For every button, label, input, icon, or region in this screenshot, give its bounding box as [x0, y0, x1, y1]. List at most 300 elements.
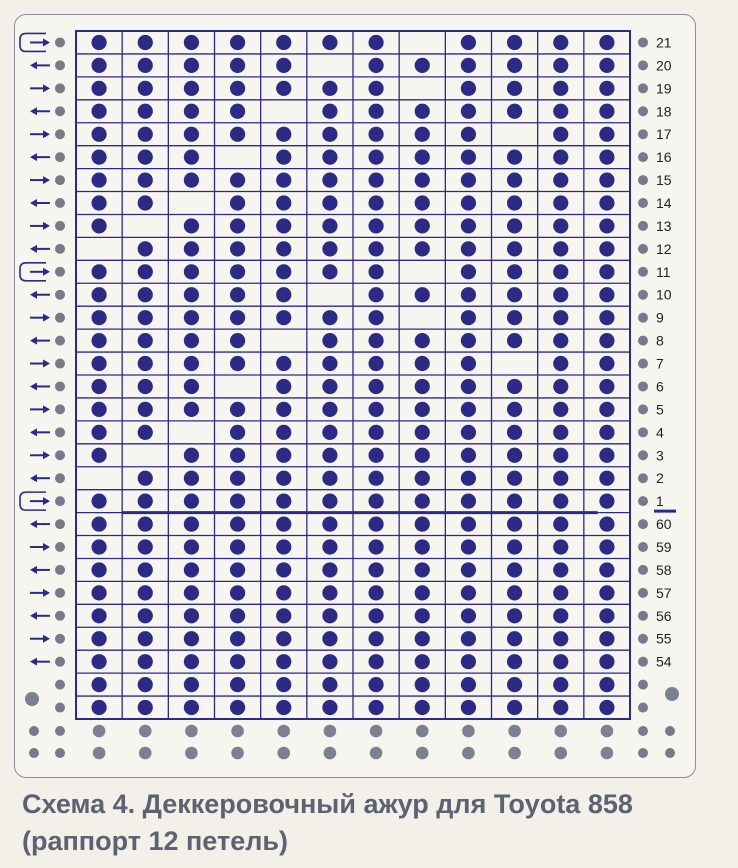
stitch-dot [91, 516, 106, 531]
stitch-dot [322, 448, 337, 463]
stitch-dot [91, 218, 106, 233]
stitch-dot [138, 35, 153, 50]
stitch-dot [553, 356, 568, 371]
arrow-right-icon [43, 222, 50, 230]
stitch-dot [461, 287, 476, 302]
stitch-dot [184, 379, 199, 394]
arrow-right-icon [43, 38, 50, 46]
stitch-dot [276, 241, 291, 256]
left-needle-dot [55, 106, 65, 116]
stitch-dot [461, 150, 476, 165]
stitch-dot [368, 104, 383, 119]
stitch-dot [553, 150, 568, 165]
stitch-dot [276, 562, 291, 577]
stitch-dot [91, 494, 106, 509]
row-number-label: 18 [656, 103, 672, 120]
stitch-dot [91, 195, 106, 210]
stitch-dot [461, 218, 476, 233]
stitch-dot [553, 379, 568, 394]
stitch-dot [322, 608, 337, 623]
stitch-dot [322, 241, 337, 256]
stitch-dot [507, 241, 522, 256]
stitch-dot [368, 195, 383, 210]
stitch-dot [230, 241, 245, 256]
stitch-dot [322, 677, 337, 692]
stitch-dot [91, 379, 106, 394]
needle-bed-dot [139, 747, 152, 760]
right-needle-dot [638, 198, 648, 208]
left-needle-dot [55, 60, 65, 70]
stitch-dot [276, 127, 291, 142]
right-needle-dot [638, 588, 648, 598]
grid-layer [76, 31, 630, 719]
stitch-dot [368, 35, 383, 50]
stitch-dot [184, 494, 199, 509]
stitch-dot [184, 81, 199, 96]
stitch-dot [415, 654, 430, 669]
right-needle-dot [638, 542, 648, 552]
stitch-dot [230, 494, 245, 509]
stitch-dot [599, 333, 614, 348]
stitch-dot [322, 104, 337, 119]
stitch-dot [415, 425, 430, 440]
needle-bed-dot [462, 747, 475, 760]
stitch-dot [507, 608, 522, 623]
stitch-dot [461, 104, 476, 119]
stitch-dot [461, 127, 476, 142]
stitch-dot [553, 195, 568, 210]
stitch-dot [461, 448, 476, 463]
stitch-dot [461, 310, 476, 325]
stitch-dot [138, 677, 153, 692]
stitch-dot [415, 677, 430, 692]
left-needle-dot [55, 129, 65, 139]
corner-dot [25, 692, 39, 706]
right-needle-dot [638, 473, 648, 483]
stitch-dot [138, 494, 153, 509]
stitch-dot [276, 264, 291, 279]
stitch-dot [138, 402, 153, 417]
stitch-dot [184, 448, 199, 463]
row-number-label: 19 [656, 80, 672, 97]
left-needle-dot [55, 588, 65, 598]
stitch-dot [599, 104, 614, 119]
stitch-dot [553, 333, 568, 348]
stitch-dot [368, 608, 383, 623]
needle-bed-dot [139, 725, 152, 738]
stitch-dot [322, 195, 337, 210]
stitch-dot [553, 677, 568, 692]
stitch-dot [553, 241, 568, 256]
stitch-dot [138, 58, 153, 73]
row-number-label: 12 [656, 240, 672, 257]
stitch-dot [230, 127, 245, 142]
arrow-right-icon [43, 84, 50, 92]
stitch-dot [322, 333, 337, 348]
stitch-dot [553, 608, 568, 623]
arrow-right-icon [43, 451, 50, 459]
stitch-dot [507, 585, 522, 600]
stitch-dot [553, 516, 568, 531]
stitch-dot [415, 218, 430, 233]
right-needle-dot [638, 611, 648, 621]
stitch-dot [553, 562, 568, 577]
stitch-dot [553, 402, 568, 417]
stitch-dot [91, 631, 106, 646]
stitch-dot [553, 287, 568, 302]
stitch-dot [461, 333, 476, 348]
arrow-right-icon [43, 176, 50, 184]
needle-bed-dot [601, 747, 614, 760]
stitch-dot [184, 172, 199, 187]
row-number-label: 17 [656, 126, 672, 143]
stitch-dot [599, 562, 614, 577]
left-needle-dot [55, 473, 65, 483]
stitch-dot [507, 677, 522, 692]
stitch-dot [368, 425, 383, 440]
right-needle-dot [638, 519, 648, 529]
stitch-dot [599, 677, 614, 692]
stitch-dot [507, 195, 522, 210]
stitch-dot [507, 287, 522, 302]
stitch-dot [553, 448, 568, 463]
row-number-label: 60 [656, 516, 672, 533]
stitch-dot [461, 264, 476, 279]
stitch-dot [91, 127, 106, 142]
stitch-dot [91, 448, 106, 463]
stitch-dot [461, 81, 476, 96]
stitch-dot [276, 585, 291, 600]
stitch-dot [230, 539, 245, 554]
needle-bed-dot [185, 747, 198, 760]
right-needle-dot [638, 129, 648, 139]
row-number-label: 11 [656, 263, 671, 280]
stitch-dot [91, 700, 106, 715]
stitch-dot [184, 631, 199, 646]
stitch-dot [507, 631, 522, 646]
stitch-dot [507, 402, 522, 417]
stitch-dot [461, 379, 476, 394]
corner-dot [665, 687, 679, 701]
stitch-dot [461, 631, 476, 646]
stitch-dot [599, 585, 614, 600]
stitch-dot [230, 264, 245, 279]
stitch-dot [230, 562, 245, 577]
needle-bed-dot [231, 725, 244, 738]
arrow-left-icon [30, 612, 37, 620]
left-needle-dot [55, 336, 65, 346]
arrow-left-icon [30, 566, 37, 574]
needle-bed-dot [324, 725, 337, 738]
stitch-dot [507, 562, 522, 577]
stitch-dot [461, 241, 476, 256]
stitch-dot [461, 356, 476, 371]
stitch-dot [91, 333, 106, 348]
needle-bed-dot [324, 747, 337, 760]
right-needle-dot [638, 244, 648, 254]
stitch-dot [461, 539, 476, 554]
stitch-dot [368, 287, 383, 302]
arrow-right-icon [43, 405, 50, 413]
stitch-dot [276, 494, 291, 509]
stitch-dot [461, 677, 476, 692]
left-needle-dot [55, 198, 65, 208]
stitch-dot [322, 402, 337, 417]
arrow-left-icon [30, 520, 37, 528]
arrow-left-icon [30, 107, 37, 115]
stitch-dot [368, 127, 383, 142]
stitch-dot [368, 654, 383, 669]
stitch-dot [553, 425, 568, 440]
row-number-label: 14 [656, 195, 672, 211]
stitch-dot [553, 539, 568, 554]
stitch-dot [138, 356, 153, 371]
chart-caption: Схема 4. Деккеровочный ажур для Toyota 858 (раппорт 12 петель) [22, 789, 633, 856]
stitch-dot [322, 471, 337, 486]
stitch-dot [230, 677, 245, 692]
needle-bed-dot [638, 748, 648, 758]
needle-bed-dot [277, 747, 290, 760]
stitch-dot [91, 35, 106, 50]
stitch-dot [138, 333, 153, 348]
stitch-dot [91, 81, 106, 96]
stitch-dot [230, 608, 245, 623]
row-number-label: 59 [656, 539, 672, 555]
stitch-dot [276, 356, 291, 371]
left-needle-dot [55, 290, 65, 300]
stitch-dot [230, 700, 245, 715]
needle-bed-dot [185, 725, 198, 738]
stitch-dot [276, 425, 291, 440]
stitch-dot [368, 402, 383, 417]
stitch-dot [184, 471, 199, 486]
stitch-dot [368, 448, 383, 463]
stitch-dot [138, 516, 153, 531]
left-needle-dot [55, 221, 65, 231]
stitch-dot [507, 516, 522, 531]
stitch-dot [461, 700, 476, 715]
stitch-dot [599, 356, 614, 371]
stitch-dot [276, 195, 291, 210]
left-needle-dot [55, 680, 65, 690]
stitch-dot [91, 310, 106, 325]
arrow-right-icon [43, 589, 50, 597]
stitch-dot [276, 58, 291, 73]
stitch-dot [368, 631, 383, 646]
stitch-dot [138, 287, 153, 302]
stitch-dot [461, 471, 476, 486]
stitch-dot [553, 218, 568, 233]
stitch-dot [322, 356, 337, 371]
right-needle-dot [638, 450, 648, 460]
stitch-dot [553, 81, 568, 96]
stitch-dot [599, 631, 614, 646]
needle-bed-dot [416, 747, 429, 760]
stitch-dot [553, 127, 568, 142]
stitch-dot [553, 700, 568, 715]
arrow-left-icon [30, 245, 37, 253]
stitch-dot [322, 516, 337, 531]
stitch-dot [322, 264, 337, 279]
stitch-dot [91, 425, 106, 440]
stitch-dot [461, 58, 476, 73]
stitch-dot [138, 264, 153, 279]
stitch-dot [415, 539, 430, 554]
stitch-dot [507, 81, 522, 96]
right-needle-dot [638, 680, 648, 690]
stitch-dot [461, 585, 476, 600]
right-needle-dot [638, 427, 648, 437]
stitch-dot [415, 700, 430, 715]
stitch-dot [461, 425, 476, 440]
stitch-dot [184, 58, 199, 73]
stitch-dot [415, 402, 430, 417]
stitch-dot [368, 494, 383, 509]
stitch-dot [553, 631, 568, 646]
stitch-dot [138, 379, 153, 394]
stitch-dot [599, 241, 614, 256]
row-number-label: 4 [656, 424, 664, 441]
stitch-dot [415, 608, 430, 623]
left-needle-dot [55, 565, 65, 575]
row-number-label: 55 [656, 630, 672, 647]
stitch-dot [415, 333, 430, 348]
arrow-left-icon [30, 153, 37, 161]
stitch-dot [368, 700, 383, 715]
stitch-dot [322, 585, 337, 600]
stitch-dot [322, 494, 337, 509]
stitch-dot [599, 654, 614, 669]
stitch-dot [184, 287, 199, 302]
stitch-dot [368, 471, 383, 486]
stitch-dot [276, 471, 291, 486]
stitch-dot [599, 287, 614, 302]
stitch-dot [599, 310, 614, 325]
left-direction-column [20, 33, 65, 712]
stitch-dot [599, 539, 614, 554]
stitch-dot [230, 333, 245, 348]
stitch-dot [276, 516, 291, 531]
stitch-dot [461, 402, 476, 417]
stitch-dot [507, 58, 522, 73]
stitch-dot [368, 356, 383, 371]
left-needle-dot [55, 634, 65, 644]
left-needle-dot [55, 404, 65, 414]
stitch-dot [415, 150, 430, 165]
needle-bed-dot [370, 747, 383, 760]
right-needle-dot [638, 221, 648, 231]
stitch-dot [91, 585, 106, 600]
stitch-dot [276, 402, 291, 417]
stitch-dot [461, 494, 476, 509]
stitch-dot [599, 172, 614, 187]
stitch-dot [91, 287, 106, 302]
stitch-dot [599, 58, 614, 73]
stitch-dot [91, 104, 106, 119]
needle-bed-dot [508, 747, 521, 760]
stitch-dot [184, 539, 199, 554]
right-needle-dot [638, 313, 648, 323]
row-number-label: 3 [656, 447, 664, 464]
row-number-label: 57 [656, 584, 672, 601]
stitch-dot [322, 81, 337, 96]
needle-bed-dot [416, 725, 429, 738]
stitch-dot [184, 677, 199, 692]
left-needle-dot [55, 427, 65, 437]
stitch-dot [553, 654, 568, 669]
stitch-dot [276, 608, 291, 623]
stitch-dot [415, 58, 430, 73]
right-needle-dot [638, 290, 648, 300]
stitch-dot [507, 104, 522, 119]
stitch-dot [461, 172, 476, 187]
stitch-dot [507, 494, 522, 509]
stitch-dot [276, 448, 291, 463]
stitch-dot [276, 631, 291, 646]
stitch-dot [91, 562, 106, 577]
arrow-left-icon [30, 382, 37, 390]
stitch-dot [507, 654, 522, 669]
right-needle-dot [638, 657, 648, 667]
stitch-dot [230, 471, 245, 486]
stitch-dot [184, 654, 199, 669]
row-number-label: 1 [656, 493, 664, 510]
stitch-dot [138, 150, 153, 165]
needle-bed-dot [55, 748, 65, 758]
stitch-dot [368, 333, 383, 348]
stitch-dot [230, 631, 245, 646]
row-number-label: 7 [656, 355, 664, 372]
stitch-dot [461, 608, 476, 623]
needle-bed-dot [638, 726, 648, 736]
stitch-dot [599, 516, 614, 531]
right-needle-dot [638, 404, 648, 414]
stitch-dot [276, 700, 291, 715]
stitch-dot [138, 608, 153, 623]
needle-bed-dot [601, 725, 614, 738]
stitch-dot [230, 35, 245, 50]
stitch-dot [230, 104, 245, 119]
stitch-dot [368, 677, 383, 692]
left-needle-dot [55, 657, 65, 667]
stitch-dot [91, 539, 106, 554]
stitch-dot [368, 585, 383, 600]
left-needle-dot [55, 313, 65, 323]
stitch-dot [276, 677, 291, 692]
left-needle-dot [55, 611, 65, 621]
arrow-left-icon [30, 474, 37, 482]
stitch-dot [599, 264, 614, 279]
stitch-dot [599, 448, 614, 463]
stitch-dot [91, 677, 106, 692]
row-number-label: 5 [656, 401, 664, 418]
stitch-dot [415, 287, 430, 302]
stitch-dot [230, 218, 245, 233]
stitch-dot [322, 562, 337, 577]
stitch-dot [91, 150, 106, 165]
stitch-dot [415, 471, 430, 486]
right-row-number-column [638, 34, 676, 712]
stitch-dot [138, 631, 153, 646]
stitch-dot [461, 35, 476, 50]
stitch-dot [415, 195, 430, 210]
needle-bed-dot [370, 725, 383, 738]
stitch-dot [276, 539, 291, 554]
stitch-dot [322, 150, 337, 165]
stitch-dot [184, 333, 199, 348]
stitch-dot [138, 471, 153, 486]
stitch-dot [230, 58, 245, 73]
